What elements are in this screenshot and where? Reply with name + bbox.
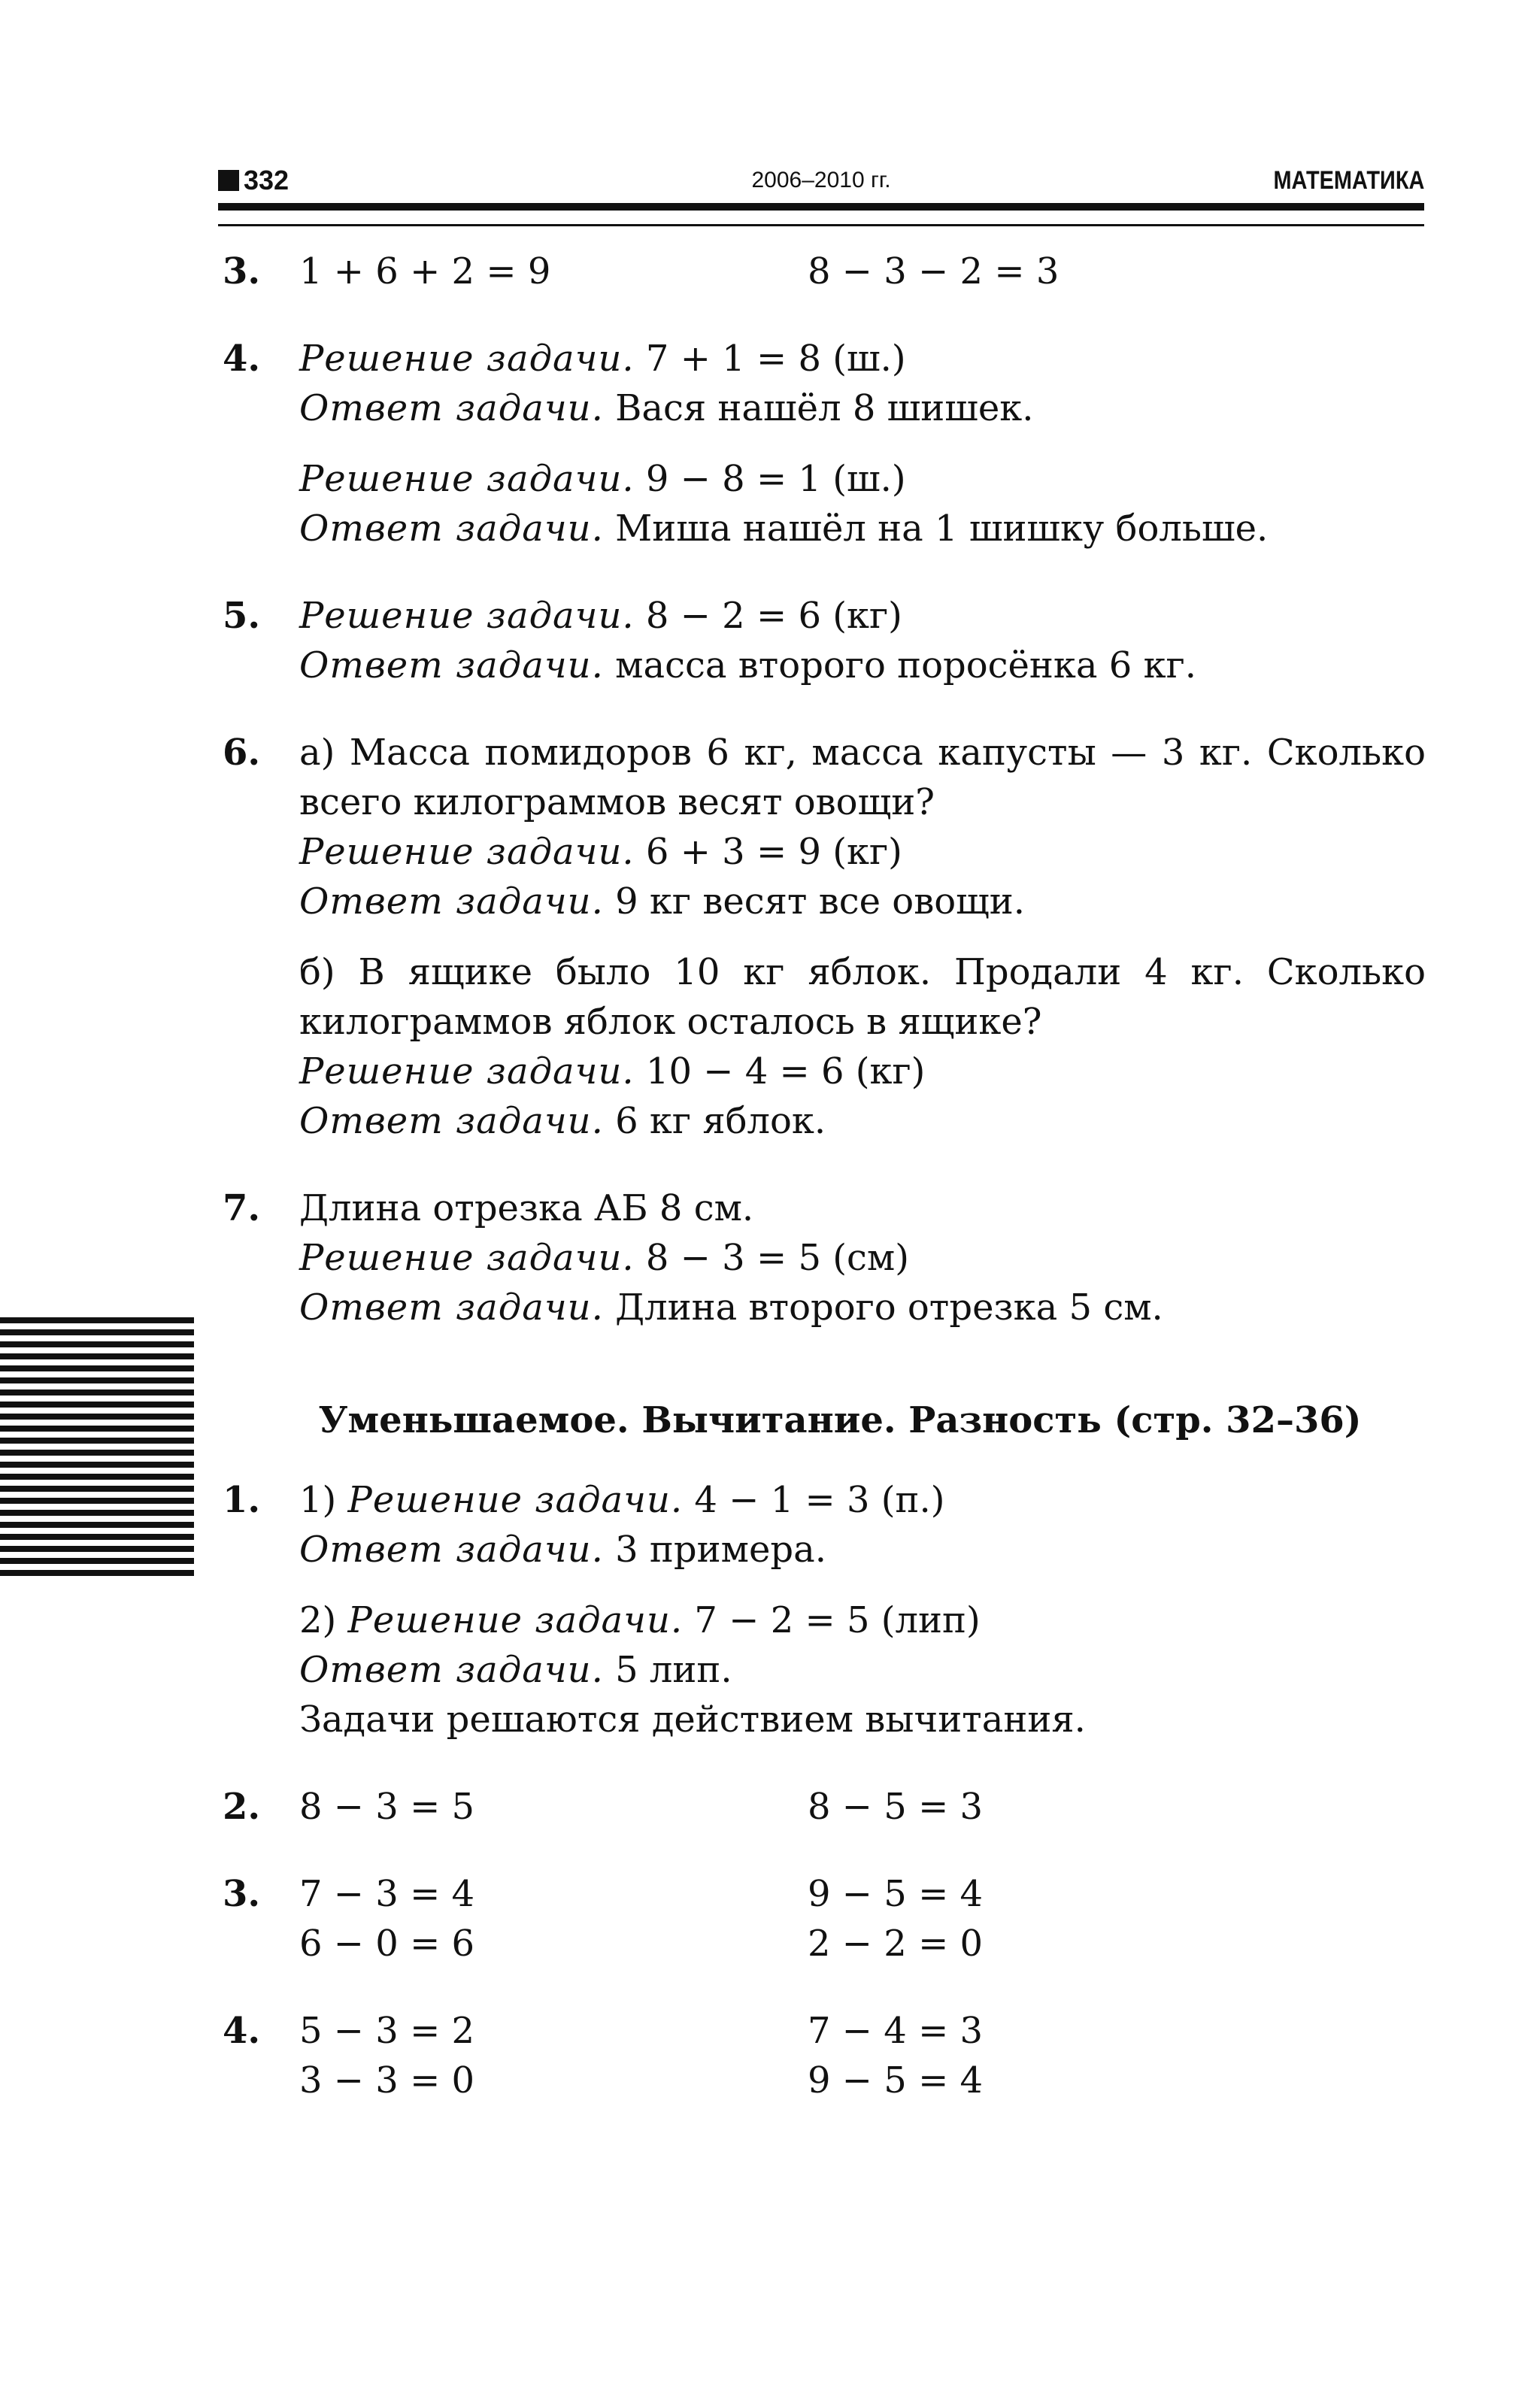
problem-text-a: а) Масса помидоров 6 кг, масса капусты — 3 кг. Сколько всего килограммов весят овощи? [299, 732, 1426, 823]
answer-line: Ответ задачи. 6 кг яблок. [299, 1100, 826, 1142]
exercise-3b [223, 1869, 1426, 1968]
answer-line: Ответ задачи. 3 примера. [299, 1529, 826, 1571]
header-rule-thick [218, 203, 1424, 211]
solution-line: Решение задачи. 8 − 3 = 5 (см) [299, 1237, 909, 1279]
equation-left: 6 − 0 = 6 [299, 1923, 475, 1965]
exercise-number: 1. [223, 1479, 261, 1521]
exercise-2 [223, 1782, 1426, 1832]
problem-text-b: б) В ящике было 10 кг яблок. Продали 4 кг. Сколько килограммов яблок осталось в ящике? [299, 951, 1426, 1043]
equation-row [299, 2006, 1426, 2056]
solution-line: Решение задачи. 6 + 3 = 9 (кг) [299, 831, 902, 873]
equation-row [299, 1919, 1426, 1968]
header-subject: МАТЕМАТИКА [1273, 166, 1424, 195]
solution-line: Решение задачи. 8 − 2 = 6 (кг) [299, 595, 902, 637]
exercise-6 [223, 728, 1426, 1146]
section-title: Уменьшаемое. Вычитание. Разность (стр. 32–36) [318, 1399, 1362, 1441]
page-number: 332 [218, 164, 289, 197]
equation-right: 8 − 5 = 3 [808, 1786, 984, 1828]
answer-line: Ответ задачи. 9 кг весят все овощи. [299, 880, 1025, 923]
solution-line: Решение задачи. 7 + 1 = 8 (ш.) [299, 338, 906, 380]
side-stripes-decoration [0, 1317, 194, 1582]
solution-line: Решение задачи. 9 − 8 = 1 (ш.) [299, 458, 906, 500]
answer-line: Ответ задачи. Вася нашёл 8 шишек. [299, 387, 1034, 429]
equation-left: 5 − 3 = 2 [299, 2010, 475, 2052]
page-content [223, 242, 1426, 2105]
equation-right: 9 − 5 = 4 [808, 2059, 984, 2102]
note-line: Задачи решаются действием вычитания. [299, 1699, 1086, 1741]
exercise-number: 6. [223, 732, 261, 774]
page-header [218, 164, 1424, 197]
exercise-number: 2. [223, 1786, 261, 1828]
exercise-4b [223, 2006, 1426, 2105]
equation-row [299, 1869, 1426, 1919]
answer-line: Ответ задачи. масса второго поросёнка 6 кг. [299, 644, 1196, 686]
equation-right: 7 − 4 = 3 [808, 2010, 984, 2052]
exercise-1 [223, 1475, 1426, 1744]
exercise-number: 4. [223, 338, 261, 380]
equation-right: 9 − 5 = 4 [808, 1873, 984, 1915]
equation-row [299, 2056, 1426, 2105]
exercise-number: 4. [223, 2010, 261, 2052]
problem-text: Длина отрезка АБ 8 см. [299, 1187, 754, 1229]
answer-line: Ответ задачи. Длина второго отрезка 5 см. [299, 1286, 1163, 1329]
solution-line: 1) Решение задачи. 4 − 1 = 3 (п.) [299, 1479, 945, 1521]
equation-left: 7 − 3 = 4 [299, 1873, 475, 1915]
exercise-7 [223, 1183, 1426, 1332]
exercise-3 [223, 247, 1426, 296]
equation-left: 1 + 6 + 2 = 9 [299, 250, 551, 292]
header-years: 2006–2010 гг. [751, 168, 891, 192]
equation-left: 8 − 3 = 5 [299, 1786, 475, 1828]
exercise-4 [223, 334, 1426, 553]
equation-right: 2 − 2 = 0 [808, 1923, 984, 1965]
exercise-5 [223, 591, 1426, 690]
solution-line: Решение задачи. 10 − 4 = 6 (кг) [299, 1050, 926, 1092]
equation-right: 8 − 3 − 2 = 3 [808, 250, 1060, 292]
equation-left: 3 − 3 = 0 [299, 2059, 475, 2102]
header-rule-thin [218, 224, 1424, 226]
answer-line: Ответ задачи. 5 лип. [299, 1649, 732, 1691]
exercise-number: 5. [223, 595, 261, 637]
answer-line: Ответ задачи. Миша нашёл на 1 шишку больше. [299, 508, 1269, 550]
exercise-number: 3. [223, 1873, 261, 1915]
equation-row [299, 247, 1426, 296]
solution-line: 2) Решение задачи. 7 − 2 = 5 (лип) [299, 1599, 981, 1641]
exercise-number: 7. [223, 1187, 261, 1229]
exercise-number: 3. [223, 250, 261, 292]
equation-row [299, 1782, 1426, 1832]
